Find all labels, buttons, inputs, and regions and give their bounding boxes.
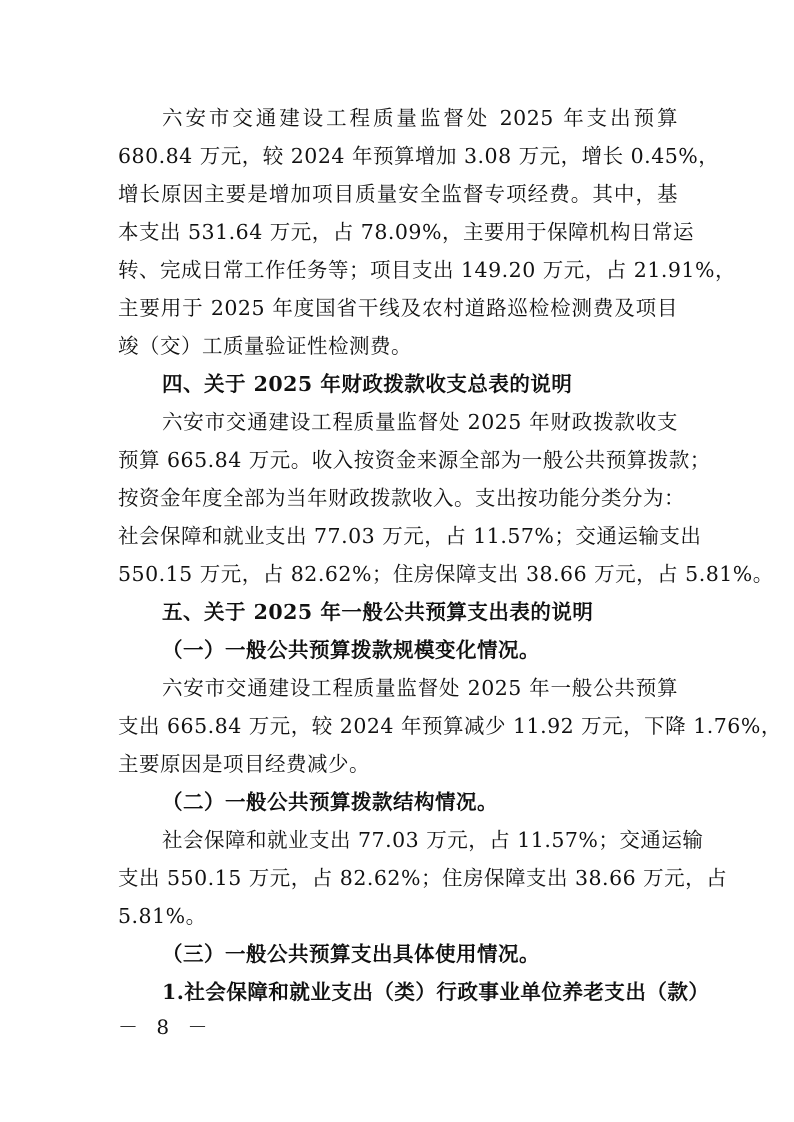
paragraph-line: 社会保障和就业支出 77.03 万元，占 11.57%；交通运输支出 — [118, 524, 702, 548]
section-heading-5: 五、关于 2025 年一般公共预算支出表的说明 — [162, 600, 594, 624]
paragraph-line: 六安市交通建设工程质量监督处 2025 年财政拨款收支 — [162, 410, 678, 434]
paragraph-line: 680.84 万元，较 2024 年预算增加 3.08 万元，增长 0.45%， — [118, 144, 720, 168]
item-heading-1: 1.社会保障和就业支出（类）行政事业单位养老支出（款） — [162, 980, 710, 1004]
page-number: － 8 － — [118, 1015, 214, 1039]
paragraph-line: 按资金年度全部为当年财政拨款收入。支出按功能分类分为： — [118, 486, 685, 510]
subsection-heading-3: （三）一般公共预算支出具体使用情况。 — [162, 942, 540, 966]
subsection-heading-1: （一）一般公共预算拨款规模变化情况。 — [162, 638, 540, 662]
paragraph-line: 竣（交）工质量验证性检测费。 — [118, 334, 412, 358]
paragraph-line: 主要原因是项目经费减少。 — [118, 752, 370, 776]
subsection-heading-2: （二）一般公共预算拨款结构情况。 — [162, 790, 498, 814]
paragraph-line: 本支出 531.64 万元，占 78.09%，主要用于保障机构日常运 — [118, 220, 694, 244]
paragraph-line: 转、完成日常工作任务等；项目支出 149.20 万元，占 21.91%， — [118, 258, 736, 282]
section-heading-4: 四、关于 2025 年财政拨款收支总表的说明 — [162, 372, 573, 396]
paragraph-line: 增长原因主要是增加项目质量安全监督专项经费。其中，基 — [118, 182, 678, 206]
paragraph-line: 社会保障和就业支出 77.03 万元，占 11.57%；交通运输 — [162, 828, 704, 852]
paragraph-line: 主要用于 2025 年度国省干线及农村道路巡检检测费及项目 — [118, 296, 678, 320]
paragraph-line: 5.81%。 — [118, 904, 207, 928]
paragraph-line: 支出 550.15 万元，占 82.62%；住房保障支出 38.66 万元，占 — [118, 866, 728, 890]
paragraph-line: 六安市交通建设工程质量监督处 2025 年支出预算 — [162, 106, 678, 130]
paragraph-line: 550.15 万元，占 82.62%；住房保障支出 38.66 万元，占 5.81%。 — [118, 562, 774, 586]
paragraph-line: 六安市交通建设工程质量监督处 2025 年一般公共预算 — [162, 676, 678, 700]
paragraph-line: 支出 665.84 万元，较 2024 年预算减少 11.92 万元，下降 1.76%， — [118, 714, 782, 738]
paragraph-line: 预算 665.84 万元。收入按资金来源全部为一般公共预算拨款； — [118, 448, 711, 472]
